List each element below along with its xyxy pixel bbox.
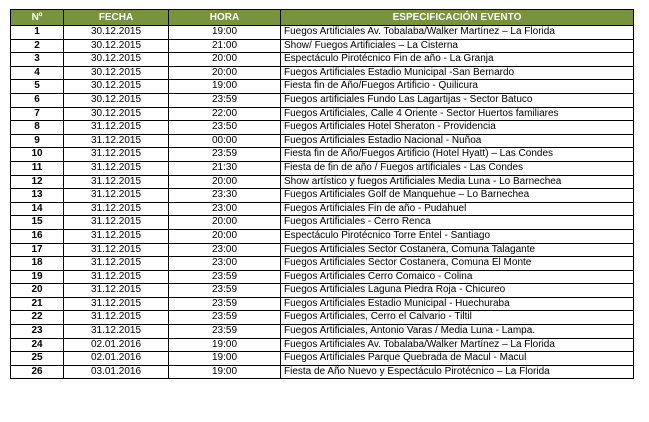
row-number: 26	[11, 365, 64, 379]
row-number: 7	[11, 107, 64, 121]
row-time: 20:00	[169, 53, 281, 67]
row-event: Espectáculo Pirotécnico Fin de año - La Granja	[281, 53, 634, 67]
row-time: 19:00	[169, 338, 281, 352]
row-event: Fuegos Artificiales Parque Quebrada de Macul - Macul	[281, 352, 634, 366]
row-number: 2	[11, 39, 64, 53]
table-row	[11, 243, 634, 257]
row-date: 31.12.2015	[64, 270, 169, 284]
row-number: 22	[11, 311, 64, 325]
row-date: 31.12.2015	[64, 229, 169, 243]
row-event: Fuegos Artificiales Sector Costanera, Comuna El Monte	[281, 257, 634, 271]
row-event: Fuegos Artificiales Sector Costanera, Comuna Talagante	[281, 243, 634, 257]
row-event: Fuegos Artificiales, Calle 4 Oriente - Sector Huertos familiares	[281, 107, 634, 121]
row-number: 3	[11, 53, 64, 67]
row-date: 31.12.2015	[64, 311, 169, 325]
row-time: 20:00	[169, 66, 281, 80]
table-row	[11, 148, 634, 162]
row-date: 31.12.2015	[64, 161, 169, 175]
row-time: 19:00	[169, 352, 281, 366]
row-date: 31.12.2015	[64, 325, 169, 339]
row-date: 31.12.2015	[64, 189, 169, 203]
row-event: Fuegos Artificiales Estadio Municipal - Huechuraba	[281, 297, 634, 311]
row-time: 19:00	[169, 26, 281, 40]
table-row	[11, 325, 634, 339]
row-time: 21:30	[169, 161, 281, 175]
row-number: 16	[11, 229, 64, 243]
row-event: Fuegos Artificiales Fin de año - Pudahuel	[281, 202, 634, 216]
table-row	[11, 161, 634, 175]
row-number: 10	[11, 148, 64, 162]
row-number: 4	[11, 66, 64, 80]
row-number: 21	[11, 297, 64, 311]
row-event: Fuegos Artificiales Laguna Piedra Roja - Chicureo	[281, 284, 634, 298]
header-num: Nº	[11, 10, 64, 26]
row-date: 02.01.2016	[64, 352, 169, 366]
row-event: Espectáculo Pirotécnico Torre Entel - Santiago	[281, 229, 634, 243]
row-date: 30.12.2015	[64, 53, 169, 67]
row-date: 30.12.2015	[64, 107, 169, 121]
row-date: 31.12.2015	[64, 134, 169, 148]
header-evento: ESPECIFICACIÓN EVENTO	[281, 10, 634, 26]
table-row	[11, 39, 634, 53]
row-date: 30.12.2015	[64, 26, 169, 40]
row-time: 20:00	[169, 175, 281, 189]
row-time: 23:00	[169, 202, 281, 216]
row-number: 8	[11, 121, 64, 135]
row-number: 23	[11, 325, 64, 339]
row-time: 23:59	[169, 148, 281, 162]
row-time: 23:59	[169, 270, 281, 284]
row-date: 31.12.2015	[64, 284, 169, 298]
row-event: Fuegos Artificiales Estadio Municipal -San Bernardo	[281, 66, 634, 80]
row-time: 23:00	[169, 257, 281, 271]
row-date: 03.01.2016	[64, 365, 169, 379]
row-event: Fuegos Artificiales Estadio Nacional - Ñuñoa	[281, 134, 634, 148]
row-date: 30.12.2015	[64, 93, 169, 107]
row-time: 23:59	[169, 325, 281, 339]
row-date: 31.12.2015	[64, 148, 169, 162]
table-row	[11, 80, 634, 94]
table-row	[11, 270, 634, 284]
table-row	[11, 175, 634, 189]
table-row	[11, 134, 634, 148]
row-number: 17	[11, 243, 64, 257]
row-time: 20:00	[169, 216, 281, 230]
row-date: 31.12.2015	[64, 216, 169, 230]
row-number: 9	[11, 134, 64, 148]
row-time: 23:59	[169, 297, 281, 311]
row-number: 20	[11, 284, 64, 298]
row-date: 31.12.2015	[64, 297, 169, 311]
header-row	[11, 10, 634, 26]
row-event: Fuegos Artificiales Hotel Sheraton - Providencia	[281, 121, 634, 135]
header-hora: HORA	[169, 10, 281, 26]
row-event: Fiesta fin de Año/Fuegos Artificio (Hotel Hyatt) – Las Condes	[281, 148, 634, 162]
row-number: 6	[11, 93, 64, 107]
row-number: 19	[11, 270, 64, 284]
row-time: 21:00	[169, 39, 281, 53]
row-time: 23:00	[169, 243, 281, 257]
row-number: 5	[11, 80, 64, 94]
table-row	[11, 257, 634, 271]
row-date: 31.12.2015	[64, 121, 169, 135]
row-date: 31.12.2015	[64, 243, 169, 257]
row-date: 31.12.2015	[64, 257, 169, 271]
row-event: Fuegos Artificiales Cerro Comaico - Colina	[281, 270, 634, 284]
row-event: Fuegos artificiales Fundo Las Lagartijas - Sector Batuco	[281, 93, 634, 107]
row-date: 02.01.2016	[64, 338, 169, 352]
table-row	[11, 66, 634, 80]
table-row	[11, 216, 634, 230]
table-row	[11, 202, 634, 216]
row-number: 13	[11, 189, 64, 203]
row-event: Fuegos Artificiales - Cerro Renca	[281, 216, 634, 230]
events-body	[11, 26, 634, 379]
table-row	[11, 26, 634, 40]
row-date: 31.12.2015	[64, 202, 169, 216]
row-time: 00:00	[169, 134, 281, 148]
table-row	[11, 93, 634, 107]
row-event: Fiesta de Año Nuevo y Espectáculo Pirotécnico – La Florida	[281, 365, 634, 379]
row-event: Show/ Fuegos Artificiales – La Cisterna	[281, 39, 634, 53]
table-row	[11, 338, 634, 352]
row-number: 25	[11, 352, 64, 366]
table-row	[11, 53, 634, 67]
row-time: 23:59	[169, 284, 281, 298]
header-fecha: FECHA	[64, 10, 169, 26]
row-event: Fuegos Artificiales Golf de Manquehue – Lo Barnechea	[281, 189, 634, 203]
table-row	[11, 107, 634, 121]
row-time: 23:59	[169, 93, 281, 107]
row-time: 23:30	[169, 189, 281, 203]
row-number: 18	[11, 257, 64, 271]
row-number: 14	[11, 202, 64, 216]
row-event: Fiesta fin de Año/Fuegos Artificio - Quilicura	[281, 80, 634, 94]
row-date: 30.12.2015	[64, 80, 169, 94]
table-row	[11, 352, 634, 366]
row-date: 30.12.2015	[64, 39, 169, 53]
row-time: 19:00	[169, 365, 281, 379]
table-row	[11, 311, 634, 325]
row-event: Fiesta de fin de año / Fuegos artificiales - Las Condes	[281, 161, 634, 175]
table-row	[11, 365, 634, 379]
table-row	[11, 229, 634, 243]
row-date: 30.12.2015	[64, 66, 169, 80]
row-time: 20:00	[169, 229, 281, 243]
table-row	[11, 297, 634, 311]
row-number: 24	[11, 338, 64, 352]
row-time: 23:50	[169, 121, 281, 135]
row-event: Show artístico y fuegos Artificiales Media Luna - Lo Barnechea	[281, 175, 634, 189]
row-time: 22:00	[169, 107, 281, 121]
row-number: 15	[11, 216, 64, 230]
row-event: Fuegos Artificiales, Antonio Varas / Media Luna - Lampa.	[281, 325, 634, 339]
events-table	[10, 9, 634, 379]
table-row	[11, 189, 634, 203]
row-number: 12	[11, 175, 64, 189]
row-event: Fuegos Artificiales, Cerro el Calvario - Tiltil	[281, 311, 634, 325]
row-time: 23:59	[169, 311, 281, 325]
row-event: Fuegos Artificiales Av. Tobalaba/Walker Martínez – La Florida	[281, 338, 634, 352]
table-row	[11, 284, 634, 298]
row-number: 11	[11, 161, 64, 175]
row-time: 19:00	[169, 80, 281, 94]
row-number: 1	[11, 26, 64, 40]
table-row	[11, 121, 634, 135]
row-event: Fuegos Artificiales Av. Tobalaba/Walker Martínez – La Florida	[281, 26, 634, 40]
row-date: 31.12.2015	[64, 175, 169, 189]
